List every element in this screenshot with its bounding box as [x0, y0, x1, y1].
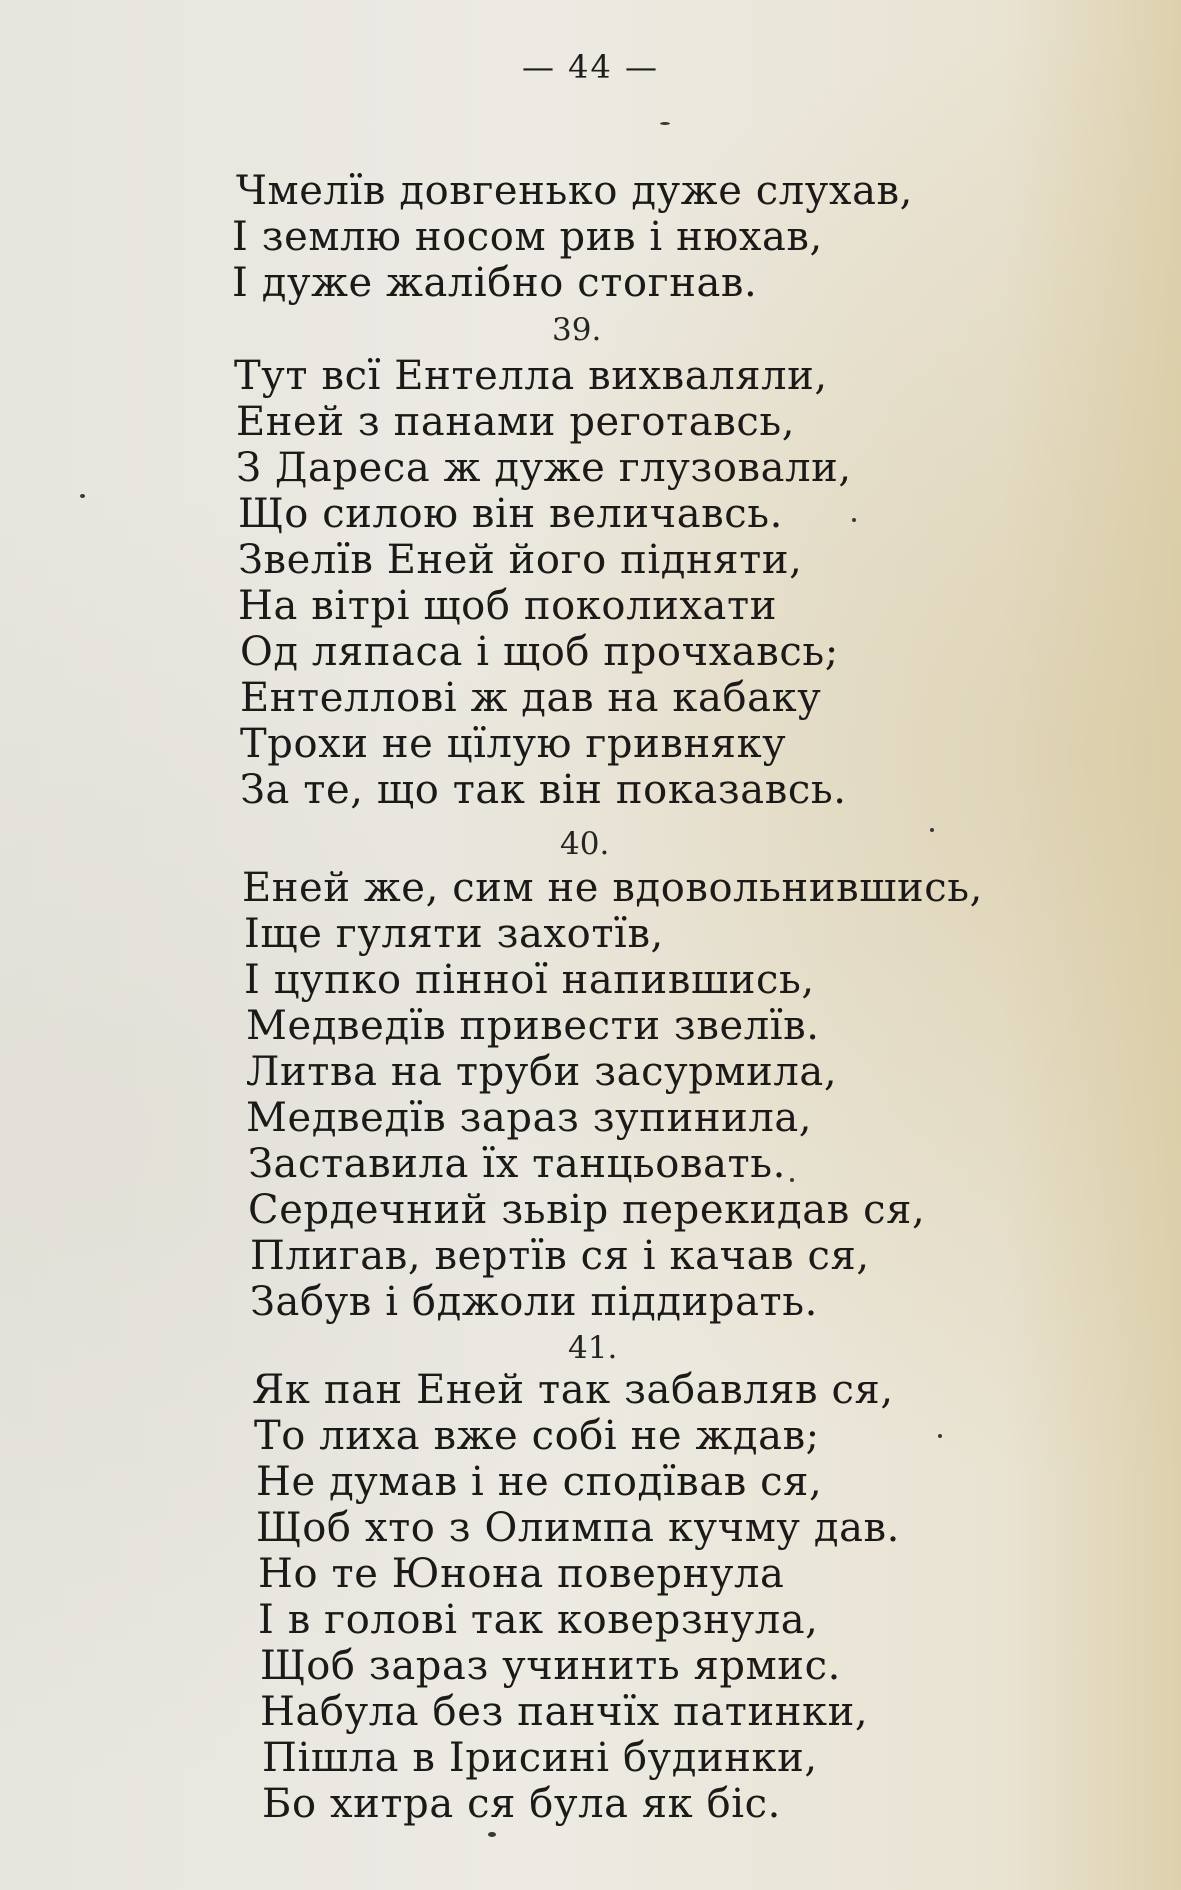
verse-line: Не думав і не сподївав ся, [256, 1459, 823, 1505]
verse-line: Медведїв зараз зупинила, [246, 1095, 813, 1141]
verse-line: На вітрі щоб поколихати [238, 583, 777, 629]
verse-line: Забув і бджоли піддирать. [250, 1279, 818, 1325]
paper-speck [80, 494, 85, 498]
verse-line: Плигав, вертїв ся і качав ся, [250, 1233, 870, 1279]
verse-line: Чмелїв довгенько дуже слухав, [236, 168, 913, 214]
verse-line: І цупко пінної напившись, [244, 957, 815, 1003]
verse-line: З Дареса ж дуже глузовали, [236, 445, 852, 491]
verse-line: Як пан Еней так забавляв ся, [252, 1367, 894, 1413]
verse-line: Набула без панчїх патинки, [260, 1689, 869, 1735]
paper-speck [790, 1178, 794, 1182]
verse-line: Бо хитра ся була як біс. [262, 1781, 781, 1827]
paper-speck [488, 1832, 496, 1837]
verse-line: Литва на труби засурмила, [246, 1049, 838, 1095]
verse-line: Звелїв Еней його підняти, [238, 537, 803, 583]
verse-line: Сердечний зьвір перекидав ся, [248, 1187, 926, 1233]
verse-line: І дуже жалібно стогнав. [232, 260, 758, 306]
verse-line: Трохи не цїлую гривняку [240, 721, 787, 767]
verse-line: Тут всї Ентелла вихваляли, [234, 353, 828, 399]
verse-line: Щоб хто з Олимпа кучму дав. [256, 1505, 900, 1551]
stanza-number: 40. [560, 826, 610, 862]
page-number: — 44 — [521, 48, 660, 86]
verse-line: То лиха вже собі не ждав; [254, 1413, 820, 1459]
verse-line: Ентеллові ж дав на кабаку [240, 675, 822, 721]
verse-line: І в голові так коверзнула, [258, 1597, 819, 1643]
stanza-number: 41. [568, 1330, 618, 1366]
verse-line: Од ляпаса і щоб прочхавсь; [240, 629, 839, 675]
verse-line: Медведїв привести звелїв. [246, 1003, 820, 1049]
verse-line: Но те Юнона повернула [258, 1551, 785, 1597]
verse-line: Щоб зараз учинить ярмис. [260, 1643, 841, 1689]
paper-speck [938, 1434, 942, 1438]
paper-speck [660, 122, 670, 125]
verse-line: За те, що так він показавсь. [240, 767, 847, 813]
verse-line: Що силою він величавсь. [238, 491, 783, 537]
verse-line: І землю носом рив і нюхав, [232, 214, 823, 260]
stanza-number: 39. [552, 312, 602, 348]
verse-line: Еней же, сим не вдовольнившись, [242, 865, 983, 911]
verse-line: Іще гуляти захотїв, [244, 911, 664, 957]
verse-line: Еней з панами реготавсь, [236, 399, 796, 445]
verse-line: Заставила їх танцьовать. [248, 1141, 786, 1187]
paper-speck [930, 828, 934, 832]
verse-line: Пішла в Ірисині будинки, [262, 1735, 818, 1781]
paper-speck [852, 518, 856, 522]
